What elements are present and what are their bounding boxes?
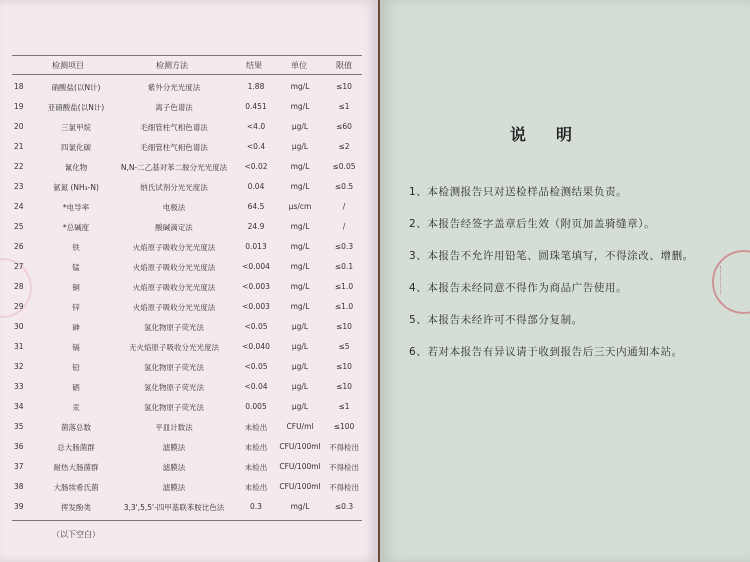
row-result: 64.5 — [247, 202, 265, 211]
row-result: <0.04 — [244, 382, 268, 391]
row-item: 耐热大肠菌群 — [53, 463, 99, 472]
row-limit: ≤1 — [338, 402, 350, 411]
row-result: <0.004 — [242, 262, 270, 271]
row-item: 三氯甲烷 — [61, 123, 91, 132]
row-unit: mg/L — [290, 162, 310, 171]
header-unit: 单位 — [291, 61, 307, 70]
row-result: <0.003 — [242, 282, 270, 291]
row-result: 0.3 — [250, 502, 262, 511]
row-number: 37 — [14, 462, 24, 471]
row-result: 0.04 — [247, 182, 265, 191]
row-unit: mg/L — [290, 302, 310, 311]
row-item: 菌落总数 — [61, 423, 91, 432]
row-limit: 不得检出 — [329, 463, 359, 472]
row-item: 四氯化碳 — [61, 143, 91, 152]
row-limit: 不得检出 — [329, 443, 359, 452]
table-row — [0, 236, 378, 256]
row-number: 28 — [14, 282, 24, 291]
row-item: 铅 — [72, 363, 80, 372]
table-row — [0, 436, 378, 456]
row-number: 36 — [14, 442, 24, 451]
row-method: 离子色谱法 — [155, 103, 193, 112]
table-row — [0, 276, 378, 296]
row-number: 25 — [14, 222, 24, 231]
row-limit: ≤0.3 — [334, 502, 354, 511]
row-number: 33 — [14, 382, 24, 391]
row-number: 24 — [14, 202, 24, 211]
row-item: 硒 — [72, 383, 80, 392]
row-method: 火焰原子吸收分光光度法 — [132, 303, 216, 312]
row-unit: μs/cm — [288, 202, 312, 211]
row-method: 纳氏试剂分光光度法 — [140, 183, 208, 192]
row-number: 38 — [14, 482, 24, 491]
row-method: 电极法 — [162, 203, 186, 212]
row-item: 锰 — [72, 263, 80, 272]
row-limit: ≤5 — [338, 342, 350, 351]
row-item: 氰化物 — [64, 163, 88, 172]
row-number: 20 — [14, 122, 24, 131]
table-row — [0, 136, 378, 156]
row-item: 砷 — [72, 323, 80, 332]
row-method: 氢化物原子荧光法 — [144, 403, 204, 412]
row-method: 3,3',5,5'-四甲基联苯胺比色法 — [123, 503, 225, 512]
row-number: 27 — [14, 262, 24, 271]
row-number: 31 — [14, 342, 24, 351]
row-number: 21 — [14, 142, 24, 151]
row-limit: ≤60 — [336, 122, 352, 131]
row-unit: μg/L — [291, 322, 309, 331]
row-number: 35 — [14, 422, 24, 431]
row-unit: μg/L — [291, 342, 309, 351]
row-item: 挥发酚类 — [61, 503, 91, 512]
row-limit: 不得检出 — [329, 483, 359, 492]
table-row — [0, 336, 378, 356]
row-result: <0.040 — [242, 342, 270, 351]
row-limit: ≤0.05 — [332, 162, 356, 171]
row-unit: mg/L — [290, 82, 310, 91]
row-unit: μg/L — [291, 382, 309, 391]
row-result: <0.05 — [244, 322, 268, 331]
notes-title: 说明 — [510, 125, 603, 144]
row-limit: ≤1.0 — [334, 282, 354, 291]
row-unit: mg/L — [290, 222, 310, 231]
row-method: 火焰原子吸收分光光度法 — [132, 243, 216, 252]
row-item: *总碱度 — [62, 223, 90, 232]
row-item: 铜 — [72, 283, 80, 292]
table-row — [0, 76, 378, 96]
row-unit: CFU/100ml — [279, 442, 321, 451]
row-method: 火焰原子吸收分光光度法 — [132, 283, 216, 292]
table-row — [0, 116, 378, 136]
note-item: 5、本报告未经许可不得部分复制。 — [409, 314, 583, 326]
row-method: 毛细管柱气相色谱法 — [140, 123, 208, 132]
row-method: 酸碱滴定法 — [155, 223, 193, 232]
note-item: 4、本报告未经同意不得作为商品广告使用。 — [409, 282, 628, 294]
table-row — [0, 296, 378, 316]
row-limit: ≤1.0 — [334, 302, 354, 311]
table-row — [0, 156, 378, 176]
table-row — [0, 196, 378, 216]
row-number: 22 — [14, 162, 24, 171]
table-footer-note: （以下空白） — [52, 530, 100, 539]
table-top-rule — [12, 55, 362, 56]
table-row — [0, 96, 378, 116]
row-result: 未检出 — [244, 443, 268, 452]
table-row — [0, 496, 378, 516]
row-item: 镉 — [72, 343, 80, 352]
table-row — [0, 396, 378, 416]
row-item: 锌 — [72, 303, 80, 312]
table-row — [0, 416, 378, 436]
row-unit: μg/L — [291, 142, 309, 151]
row-limit: ≤2 — [338, 142, 350, 151]
table-bottom-rule — [12, 520, 362, 521]
row-result: 0.005 — [245, 402, 267, 411]
row-result: 24.9 — [247, 222, 265, 231]
row-item: *电导率 — [62, 203, 90, 212]
row-result: <0.003 — [242, 302, 270, 311]
row-item: 亚硝酸盐(以N计) — [47, 103, 105, 112]
row-unit: mg/L — [290, 182, 310, 191]
table-row — [0, 456, 378, 476]
row-unit: mg/L — [290, 282, 310, 291]
row-limit: ≤10 — [336, 322, 352, 331]
row-limit: ≤0.1 — [334, 262, 354, 271]
row-result: <0.4 — [246, 142, 266, 151]
row-item: 氨氮 (NH₃-N) — [53, 183, 99, 192]
row-number: 30 — [14, 322, 24, 331]
header-method: 检测方法 — [156, 61, 188, 70]
row-unit: CFU/100ml — [279, 482, 321, 491]
row-method: 平皿计数法 — [155, 423, 193, 432]
row-item: 汞 — [72, 403, 80, 412]
header-item: 检测项目 — [52, 61, 84, 70]
row-method: 火焰原子吸收分光光度法 — [132, 263, 216, 272]
table-row — [0, 176, 378, 196]
table-row — [0, 476, 378, 496]
row-limit: ≤0.3 — [334, 242, 354, 251]
row-result: 未检出 — [244, 463, 268, 472]
row-result: 0.451 — [245, 102, 267, 111]
row-number: 34 — [14, 402, 24, 411]
row-result: 未检出 — [244, 423, 268, 432]
row-method: 氢化物原子荧光法 — [144, 363, 204, 372]
row-limit: ≤10 — [336, 362, 352, 371]
row-result: 0.013 — [245, 242, 267, 251]
row-unit: μg/L — [291, 362, 309, 371]
row-number: 23 — [14, 182, 24, 191]
row-unit: mg/L — [290, 242, 310, 251]
row-limit: / — [342, 222, 346, 231]
row-number: 19 — [14, 102, 24, 111]
row-number: 26 — [14, 242, 24, 251]
row-result: <4.0 — [246, 122, 266, 131]
table-row — [0, 256, 378, 276]
row-method: 无火焰原子吸收分光光度法 — [129, 343, 219, 352]
row-unit: μg/L — [291, 122, 309, 131]
header-result: 结果 — [246, 61, 262, 70]
row-method: N,N-二乙基对苯二胺分光光度法 — [120, 163, 228, 172]
row-method: 滤膜法 — [162, 443, 186, 452]
seal-edge-mark — [720, 266, 741, 294]
row-method: 氢化物原子荧光法 — [144, 383, 204, 392]
table-header-rule — [12, 74, 362, 75]
row-method: 毛细管柱气相色谱法 — [140, 143, 208, 152]
row-method: 滤膜法 — [162, 463, 186, 472]
row-limit: ≤10 — [336, 382, 352, 391]
row-method: 氢化物原子荧光法 — [144, 323, 204, 332]
row-result: 未检出 — [244, 483, 268, 492]
row-number: 39 — [14, 502, 24, 511]
row-limit: ≤0.5 — [334, 182, 354, 191]
row-limit: ≤10 — [336, 82, 352, 91]
row-item: 硝酸盐(以N计) — [51, 83, 101, 92]
row-number: 29 — [14, 302, 24, 311]
row-number: 32 — [14, 362, 24, 371]
row-unit: μg/L — [291, 402, 309, 411]
row-unit: CFU/ml — [286, 422, 314, 431]
row-unit: mg/L — [290, 502, 310, 511]
row-unit: mg/L — [290, 262, 310, 271]
header-limit: 限值 — [336, 61, 352, 70]
note-item: 3、本报告不允许用铅笔、圆珠笔填写，不得涂改、增删。 — [409, 250, 694, 262]
row-result: 1.88 — [247, 82, 265, 91]
note-item: 1、本检测报告只对送检样品检测结果负责。 — [409, 186, 628, 198]
row-limit: / — [342, 202, 346, 211]
row-method: 紫外分光光度法 — [147, 83, 201, 92]
row-result: <0.05 — [244, 362, 268, 371]
row-limit: ≤1 — [338, 102, 350, 111]
table-header — [0, 58, 378, 74]
row-item: 大肠埃希氏菌 — [53, 483, 99, 492]
row-item: 总大肠菌群 — [57, 443, 95, 452]
row-number: 18 — [14, 82, 24, 91]
note-item: 2、本报告经签字盖章后生效（附页加盖骑缝章）。 — [409, 218, 656, 230]
row-item: 铁 — [72, 243, 80, 252]
row-method: 滤膜法 — [162, 483, 186, 492]
table-row — [0, 356, 378, 376]
table-row — [0, 316, 378, 336]
row-unit: mg/L — [290, 102, 310, 111]
row-result: <0.02 — [244, 162, 268, 171]
table-row — [0, 376, 378, 396]
row-unit: CFU/100ml — [279, 462, 321, 471]
row-limit: ≤100 — [333, 422, 355, 431]
note-item: 6、若对本报告有异议请于收到报告后三天内通知本站。 — [409, 346, 683, 358]
table-row — [0, 216, 378, 236]
